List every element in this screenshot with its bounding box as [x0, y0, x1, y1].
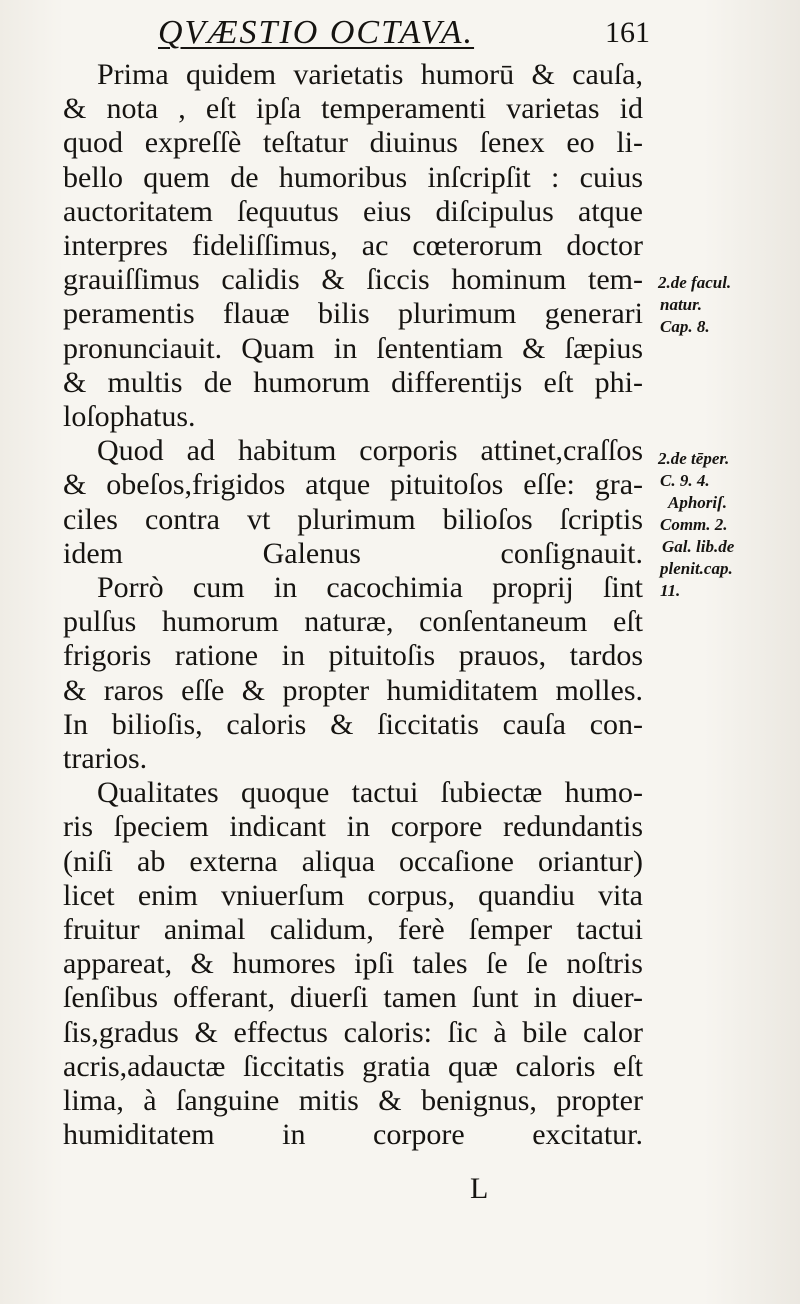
- margin-note-line: plenit.cap.: [660, 559, 733, 578]
- margin-note-line: Cap. 8.: [660, 317, 710, 336]
- text-line: Quod ad habitum corporis attinet,craſſos: [97, 434, 643, 468]
- text-line: loſophatus.: [63, 400, 196, 434]
- text-line: bello quem de humoribus inſcripſit : cuius: [63, 160, 643, 194]
- text-line: & multis de humorum differentijs eſt phi-: [63, 365, 643, 399]
- margin-note-line: Aphoriſ.: [668, 493, 728, 512]
- text-line: appareat, & humores ipſi tales ſe ſe noſtris: [63, 947, 643, 981]
- margin-note-line: 2.de tēper.: [658, 449, 730, 468]
- page-header: [130, 14, 650, 54]
- text-line: fruitur animal calidum, ferè ſemper tactui: [63, 913, 643, 947]
- text-line: Porrò cum in cacochimia proprij ſint: [97, 571, 643, 605]
- text-line: auctoritatem ſequutus eius diſcipulus atque: [63, 194, 643, 228]
- paragraph-4: [63, 776, 643, 1152]
- text-line: trarios.: [63, 742, 148, 776]
- margin-note-line: 11.: [660, 581, 681, 600]
- margin-note-1: [658, 272, 798, 338]
- text-line: ſis,gradus & effectus caloris: ſic à bile calor: [63, 1015, 643, 1049]
- text-line: ris ſpeciem indicant in corpore redundantis: [63, 810, 643, 844]
- text-line: idem Galenus conſignauit.: [63, 536, 643, 570]
- text-line: quod expreſſè teſtatur diuinus ſenex eo li-: [63, 126, 643, 160]
- text-line: (niſi ab externa aliqua occaſione oriantur): [63, 844, 643, 878]
- margin-note-line: Gal. lib.de: [662, 537, 735, 556]
- running-title: QVÆSTIO OCTAVA.: [158, 14, 475, 51]
- text-line: & obeſos,frigidos atque pituitoſos eſſe: gra-: [63, 468, 643, 502]
- text-line: pulſus humorum naturæ, conſentaneum eſt: [63, 605, 643, 639]
- text-line: pronunciauit. Quam in ſententiam & ſæpius: [63, 331, 643, 365]
- text-line: ciles contra vt plurimum bilioſos ſcriptis: [63, 502, 643, 536]
- text-line: Prima quidem varietatis humorū & cauſa,: [97, 58, 643, 91]
- text-line: frigoris ratione in pituitoſis prauos, tardos: [63, 639, 643, 673]
- margin-note-2: [658, 448, 798, 602]
- paragraph-1: [63, 58, 643, 434]
- margin-note-line: C. 9. 4.: [660, 471, 710, 490]
- text-line: & raros eſſe & propter humiditatem molles.: [63, 673, 643, 707]
- text-line: grauiſſimus calidis & ſiccis hominum tem-: [63, 263, 643, 297]
- catchword: L: [470, 1172, 489, 1205]
- paragraph-2: [63, 434, 643, 571]
- text-line: Qualitates quoque tactui ſubiectæ humo-: [97, 776, 643, 810]
- text-line: peramentis flauæ bilis plurimum generari: [63, 297, 643, 331]
- margin-note-line: natur.: [660, 295, 703, 314]
- page-number: 161: [605, 16, 650, 49]
- text-line: acris,adauctæ ſiccitatis gratia quæ caloris eſt: [63, 1049, 643, 1083]
- margin-note-line: 2.de facul.: [658, 273, 732, 292]
- text-line: interpres fideliſſimus, ac cœterorum doctor: [63, 229, 643, 263]
- text-line: ſenſibus offerant, diuerſi tamen ſunt in diuer-: [63, 981, 643, 1015]
- text-line: humiditatem in corpore excitatur.: [63, 1118, 643, 1152]
- text-line: licet enim vniuerſum corpus, quandiu vita: [63, 878, 643, 912]
- text-line: & nota , eſt ipſa temperamenti varietas id: [63, 92, 643, 126]
- margin-note-line: Comm. 2.: [660, 515, 728, 534]
- text-line: lima, à ſanguine mitis & benignus, propter: [63, 1084, 643, 1118]
- paragraph-3: [63, 571, 643, 776]
- body-text: [63, 58, 643, 1153]
- text-line: In bilioſis, caloris & ſiccitatis cauſa con-: [63, 707, 643, 741]
